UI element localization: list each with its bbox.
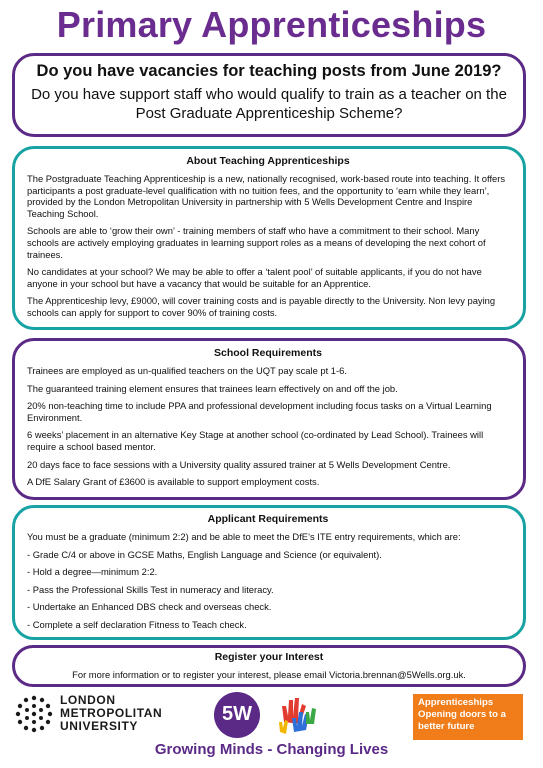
applicant-item: - Undertake an Enhanced DBS check and overseas check.: [27, 601, 272, 613]
about-heading: About Teaching Apprenticeships: [186, 155, 350, 167]
apprenticeships-logo: [413, 694, 523, 740]
london-met-logo: [14, 692, 184, 736]
five-wells-logo-text: 5W: [222, 703, 252, 725]
footer-logos: [0, 690, 543, 768]
school-paragraph: 20% non-teaching time to include PPA and professional development including focus tasks on a Virtual Learning Environment.: [27, 400, 492, 423]
applicant-heading: Applicant Requirements: [207, 513, 329, 525]
five-wells-logo: [214, 692, 260, 738]
page-title: Primary Apprenticeships: [56, 4, 487, 45]
about-paragraph: Schools are able to ‘grow their own’ - training members of staff who have a commitment to their school. Many schools are actively employing graduates in learning support roles as a means of developing the next cohort of trainees.: [27, 225, 486, 260]
about-section: [12, 146, 526, 330]
hero-question-support-staff: Do you have support staff who would qualify to train as a teacher on the Post Graduate Apprenticeship Scheme?: [31, 86, 507, 122]
school-requirements-section: [12, 338, 526, 500]
london-met-logo-text: LONDON METROPOLITAN UNIVERSITY: [60, 693, 163, 733]
about-paragraph: The Apprenticeship levy, £9000, will cover training costs and is payable directly to the University. Non levy paying schools can apply for support to cover 90% of training costs.: [27, 295, 496, 318]
hero-question-vacancies: Do you have vacancies for teaching posts from June 2019?: [36, 62, 502, 80]
school-paragraph: Trainees are employed as un-qualified teachers on the UQT pay scale pt 1-6.: [27, 365, 347, 376]
school-heading: School Requirements: [214, 347, 322, 359]
school-paragraph: A DfE Salary Grant of £3600 is available to support employment costs.: [27, 476, 320, 488]
london-met-dots-icon: [14, 694, 54, 734]
applicant-item: - Complete a self declaration Fitness to Teach check.: [27, 618, 247, 630]
applicant-item: - Pass the Professional Skills Test in numeracy and literacy.: [27, 583, 274, 595]
apprenticeships-line: better future: [418, 720, 475, 732]
inspire-hands-icon: [276, 692, 320, 738]
applicant-item: - Grade C/4 or above in GCSE Maths, English Language and Science (or equivalent).: [27, 548, 382, 560]
hero-box: [12, 53, 526, 137]
register-section: [12, 645, 526, 687]
applicant-requirements-section: [12, 505, 526, 640]
about-paragraph: The Postgraduate Teaching Apprenticeship is a new, nationally recognised, work-based route into teaching. It offers participants a post graduate-level qualification with no tuition fees, and the opportunity to ‘earn while they learn’, provided by the London Metropolitan University in partnership with 5 Wells Development Centre and Inspire Teaching School.: [27, 173, 506, 219]
school-paragraph: 6 weeks’ placement in an alternative Key Stage at another school (co-ordinated by Lead School). Trainees will require a school based mentor.: [27, 429, 484, 452]
apprenticeships-line: Apprenticeships: [418, 697, 494, 708]
apprenticeships-line: Opening doors to a: [418, 708, 506, 720]
applicant-item: - Hold a degree—minimum 2:2.: [27, 566, 158, 578]
school-paragraph: 20 days face to face sessions with a University quality assured trainer at 5 Wells Development Centre.: [27, 458, 451, 470]
about-paragraph: No candidates at your school? We may be able to offer a ‘talent pool’ of suitable applicants, if you do not have anyone in your school but have a vacancy that would be suitable for an Apprentice.: [27, 266, 482, 289]
school-paragraph: The guaranteed training element ensures that trainees learn effectively on and off the job.: [27, 382, 398, 394]
register-contact-text[interactable]: For more information or to register your interest, please email Victoria.brennan@5Wells.org.uk.: [72, 669, 466, 680]
register-heading: Register your Interest: [214, 651, 324, 663]
footer-tagline: Growing Minds - Changing Lives: [154, 741, 389, 758]
applicant-intro: You must be a graduate (minimum 2:2) and be able to meet the DfE’s ITE entry requirements, which are:: [27, 531, 461, 542]
